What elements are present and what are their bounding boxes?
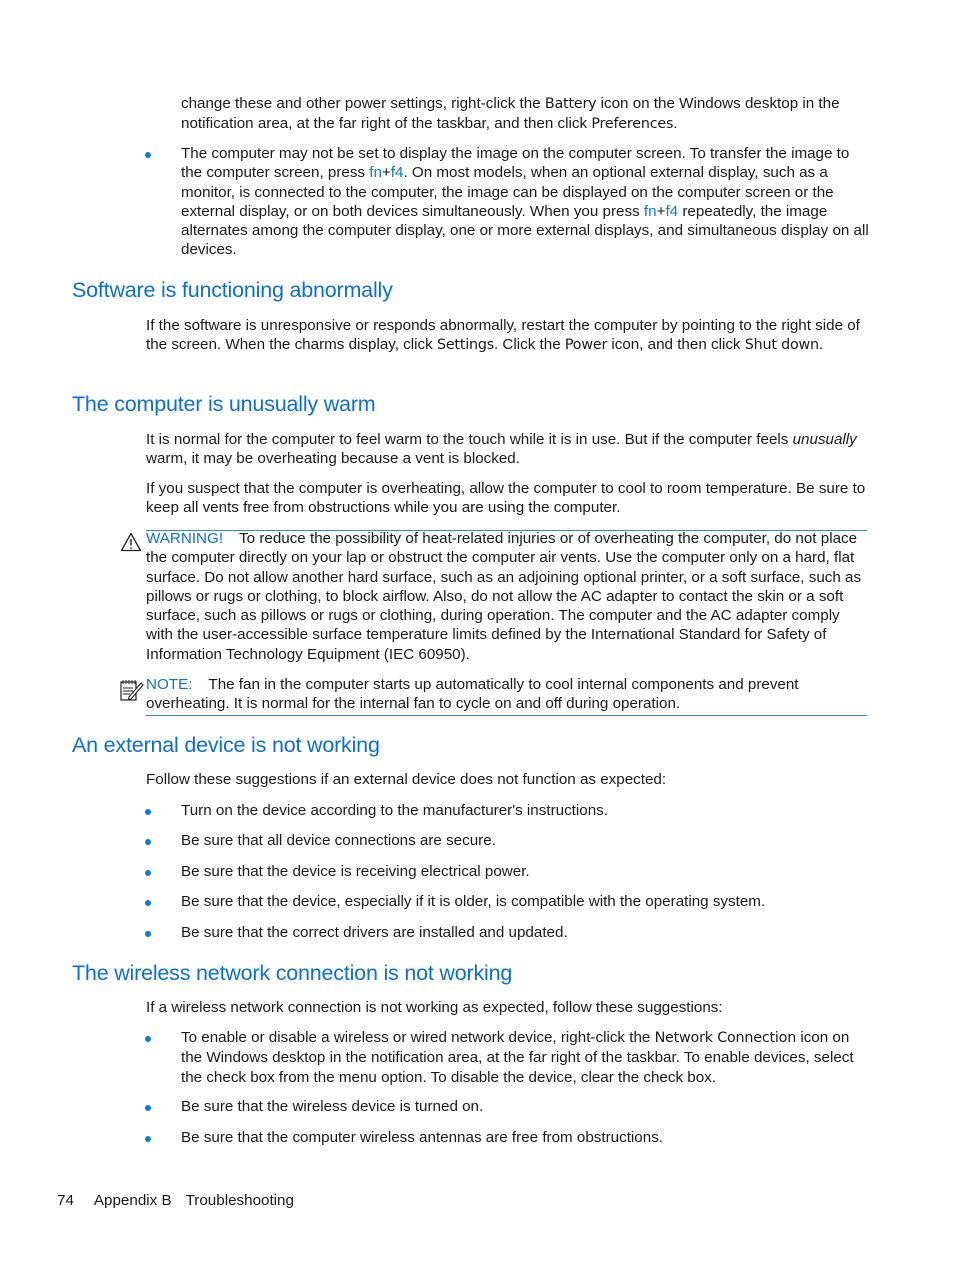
key-f4: f4 xyxy=(390,164,404,182)
heading-warm: The computer is unusually warm xyxy=(72,392,376,416)
ui-term-shut-down: Shut down xyxy=(744,337,819,354)
text-run: . Click the xyxy=(493,336,565,354)
bullet-marker xyxy=(145,900,151,906)
intro-paragraph xyxy=(181,94,871,135)
bullet-marker xyxy=(145,1105,151,1111)
list-item: Be sure that the wireless device is turned on. xyxy=(181,1098,484,1115)
ui-term-network-connection: Network Connection xyxy=(654,1030,797,1046)
bullet-marker xyxy=(145,839,151,845)
text-run: icon on the Windows desktop in the notification area, at the far right of the taskbar, and then click xyxy=(181,95,840,133)
text-run: The computer may not be set to display the image on the computer screen. To transfer the image to the computer screen, press xyxy=(181,145,850,182)
warning-label: WARNING! xyxy=(146,530,224,547)
bullet-marker xyxy=(145,931,151,937)
ui-term-settings: Settings xyxy=(436,337,494,354)
warm-paragraph-2: If you suspect that the computer is overheating, allow the computer to cool to room temperature. Be sure to keep all vents free from obstructions while you are using the computer. xyxy=(146,480,866,517)
key-fn: fn xyxy=(369,164,382,182)
list-item: Be sure that the computer wireless antennas are free from obstructions. xyxy=(181,1129,664,1146)
text-run: . On most models, when an optional external display, such as a monitor, is connected to the computer, the image can be displayed on the computer screen or the external display, or on both devices simultaneously. When you press xyxy=(181,164,834,220)
bullet-marker xyxy=(145,152,151,158)
text-run: If the software is unresponsive or responds abnormally, restart the computer by pointing to the right side of the screen. When the charms display, click xyxy=(146,317,860,354)
external-intro: Follow these suggestions if an external device does not function as expected: xyxy=(146,771,667,788)
warning-block xyxy=(146,529,868,664)
bullet-marker xyxy=(145,1136,151,1142)
footer-title: Troubleshooting xyxy=(185,1192,294,1209)
list-item: Be sure that the device is receiving electrical power. xyxy=(181,863,530,880)
note-bottom-rule xyxy=(146,715,867,716)
page-footer xyxy=(57,1191,294,1210)
text-run: warm, it may be overheating because a vent is blocked. xyxy=(146,450,520,468)
heading-software: Software is functioning abnormally xyxy=(72,278,393,302)
ui-term-power: Power xyxy=(564,337,608,354)
ui-term-preferences: Preferences xyxy=(591,116,674,133)
page-number: 74 xyxy=(57,1192,74,1209)
list-item: Be sure that the correct drivers are installed and updated. xyxy=(181,924,568,941)
bullet-marker xyxy=(145,809,151,815)
heading-wireless: The wireless network connection is not working xyxy=(72,961,513,985)
text-run: . xyxy=(818,336,824,354)
heading-external: An external device is not working xyxy=(72,733,380,757)
key-fn: fn xyxy=(643,202,657,220)
wireless-intro: If a wireless network connection is not working as expected, follow these suggestions: xyxy=(146,999,723,1016)
bullet-marker xyxy=(145,870,151,876)
warning-triangle-icon xyxy=(120,532,142,552)
text-run: change these and other power settings, right-click the xyxy=(181,95,545,112)
text-run: + xyxy=(381,164,391,182)
text-run: It is normal for the computer to feel warm to the touch while it is in use. But if the computer feels xyxy=(146,431,793,448)
note-text: The fan in the computer starts up automatically to cool internal components and prevent overheating. It is normal for the internal fan to cycle on and off during operation. xyxy=(146,676,799,713)
text-run: . xyxy=(673,115,678,133)
list-item: Be sure that all device connections are secure. xyxy=(181,832,496,849)
text-run: icon, and then click xyxy=(607,336,745,354)
text-run: repeatedly, the image alternates among the computer display, one or more external displays, and simultaneous display on all devices. xyxy=(181,202,869,259)
text-run: + xyxy=(656,202,666,220)
bullet-marker xyxy=(145,1036,151,1042)
text-run: icon on the Windows desktop in the notification area, at the far right of the taskbar. To enable devices, select the check box from the menu option. To disable the device, clear the check box. xyxy=(181,1029,854,1086)
key-f4: f4 xyxy=(665,202,679,220)
intro-bullet xyxy=(181,144,871,260)
emphasis-unusually: unusually xyxy=(792,431,857,448)
software-paragraph xyxy=(146,316,868,356)
text-run: To enable or disable a wireless or wired network device, right-click the xyxy=(181,1029,655,1046)
warm-paragraph-1 xyxy=(146,430,868,469)
list-item: Be sure that the device, especially if it is older, is compatible with the operating system. xyxy=(181,893,766,910)
footer-section: Appendix B xyxy=(93,1192,172,1209)
ui-term-battery: Battery xyxy=(544,96,597,112)
note-block xyxy=(146,675,868,714)
note-pad-icon xyxy=(119,678,145,702)
list-item xyxy=(181,1028,871,1087)
list-item: Turn on the device according to the manufacturer's instructions. xyxy=(181,802,608,819)
warning-text: To reduce the possibility of heat-related injuries or of overheating the computer, do not place the computer directly on your lap or obstruct the computer air vents. Use the computer only on a hard, flat surface. Do not allow another hard surface, such as an adjoining optional printer, or a soft surface, such as pillows or rugs or clothing, to block airflow. Also, do not allow the AC adapter to contact the skin or a soft surface, such as pillows or rugs or clothing, during operation. The computer and the AC adapter comply with the user-accessible surface temperature limits defined by the International Standard for Safety of Information Technology Equipment (IEC 60950). xyxy=(146,530,862,663)
note-label: NOTE: xyxy=(146,676,193,693)
